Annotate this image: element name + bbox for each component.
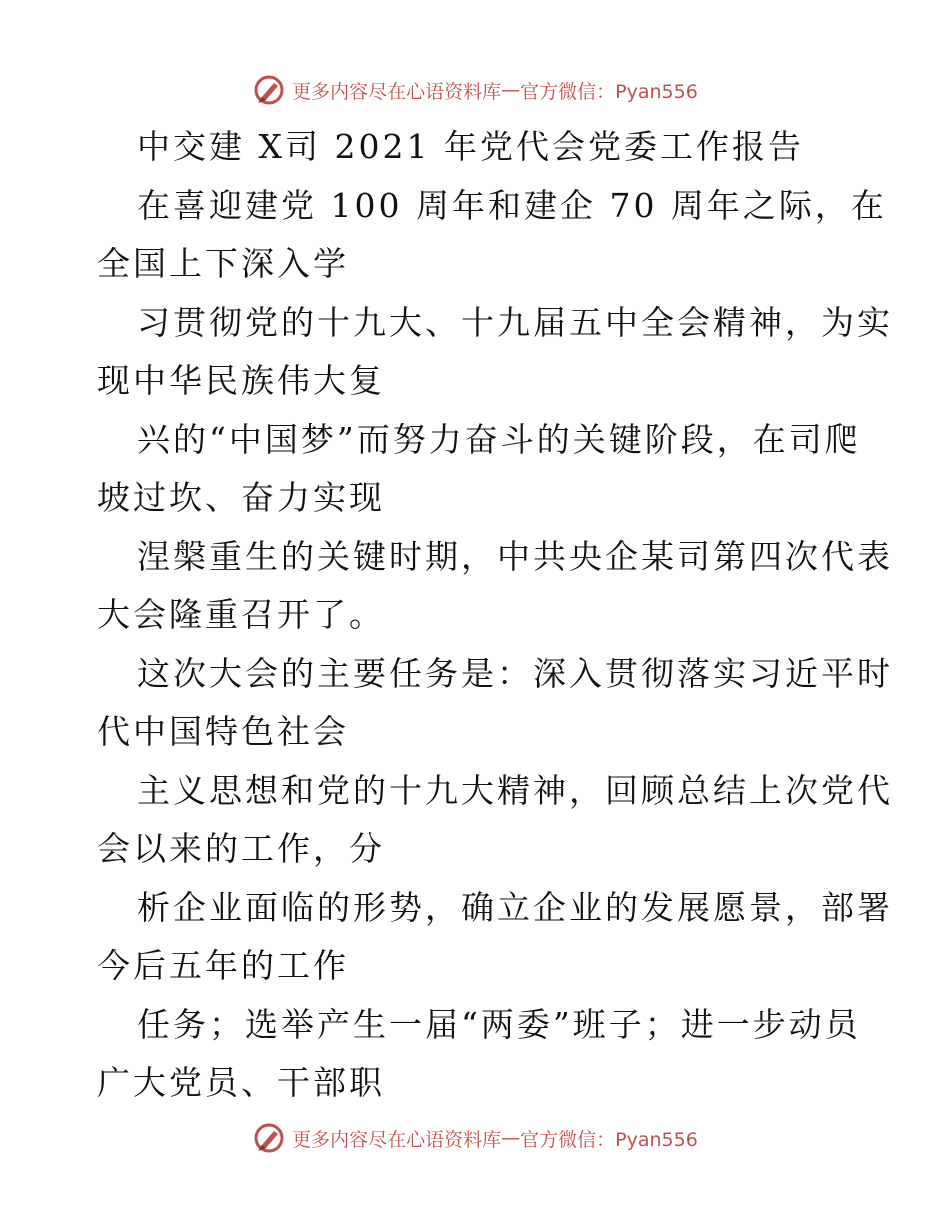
text-line: 广大党员、干部职 <box>97 1063 385 1102</box>
banner-text: 更多内容尽在心语资料库 <box>292 80 502 103</box>
text-line: 兴的“中国梦”而努力奋斗的关键阶段，在司爬 <box>137 419 861 459</box>
text-line: 涅槃重生的关键时期，中共央企某司第四次代表 <box>137 536 893 576</box>
text-line: 大会隆重召开了。 <box>97 595 385 634</box>
text-line: 坡过坎、奋力实现 <box>97 478 385 517</box>
banner-wechat: 官方微信：Pyan556 <box>520 80 698 103</box>
text-line: 习贯彻党的十九大、十九届五中全会精神，为实 <box>137 302 893 342</box>
document-title: 中交建 X司 2021 年党代会党委工作报告 <box>137 127 804 166</box>
banner-dash: — <box>501 1127 521 1149</box>
pen-nib-logo-icon <box>252 73 286 107</box>
document-body <box>97 118 893 1113</box>
banner-wechat: 官方微信：Pyan556 <box>520 1128 698 1151</box>
banner-dash: — <box>501 79 521 101</box>
text-line: 会以来的工作，分 <box>97 829 385 868</box>
text-line: 在喜迎建党 100 周年和建企 70 周年之际，在 <box>137 185 887 225</box>
text-line: 现中华民族伟大复 <box>97 361 385 400</box>
text-line: 全国上下深入学 <box>97 244 349 283</box>
pen-nib-logo-icon <box>252 1121 286 1155</box>
footer-banner <box>0 1118 950 1158</box>
header-banner <box>0 70 950 110</box>
text-line: 今后五年的工作 <box>97 946 349 985</box>
text-line: 任务；选举产生一届“两委”班子；进一步动员 <box>137 1004 861 1044</box>
text-line: 代中国特色社会 <box>97 712 349 751</box>
text-line: 析企业面临的形势，确立企业的发展愿景，部署 <box>137 887 893 927</box>
text-line: 主义思想和党的十九大精神，回顾总结上次党代 <box>137 770 893 810</box>
banner-text: 更多内容尽在心语资料库 <box>292 1128 502 1151</box>
text-line: 这次大会的主要任务是：深入贯彻落实习近平时 <box>137 653 893 693</box>
